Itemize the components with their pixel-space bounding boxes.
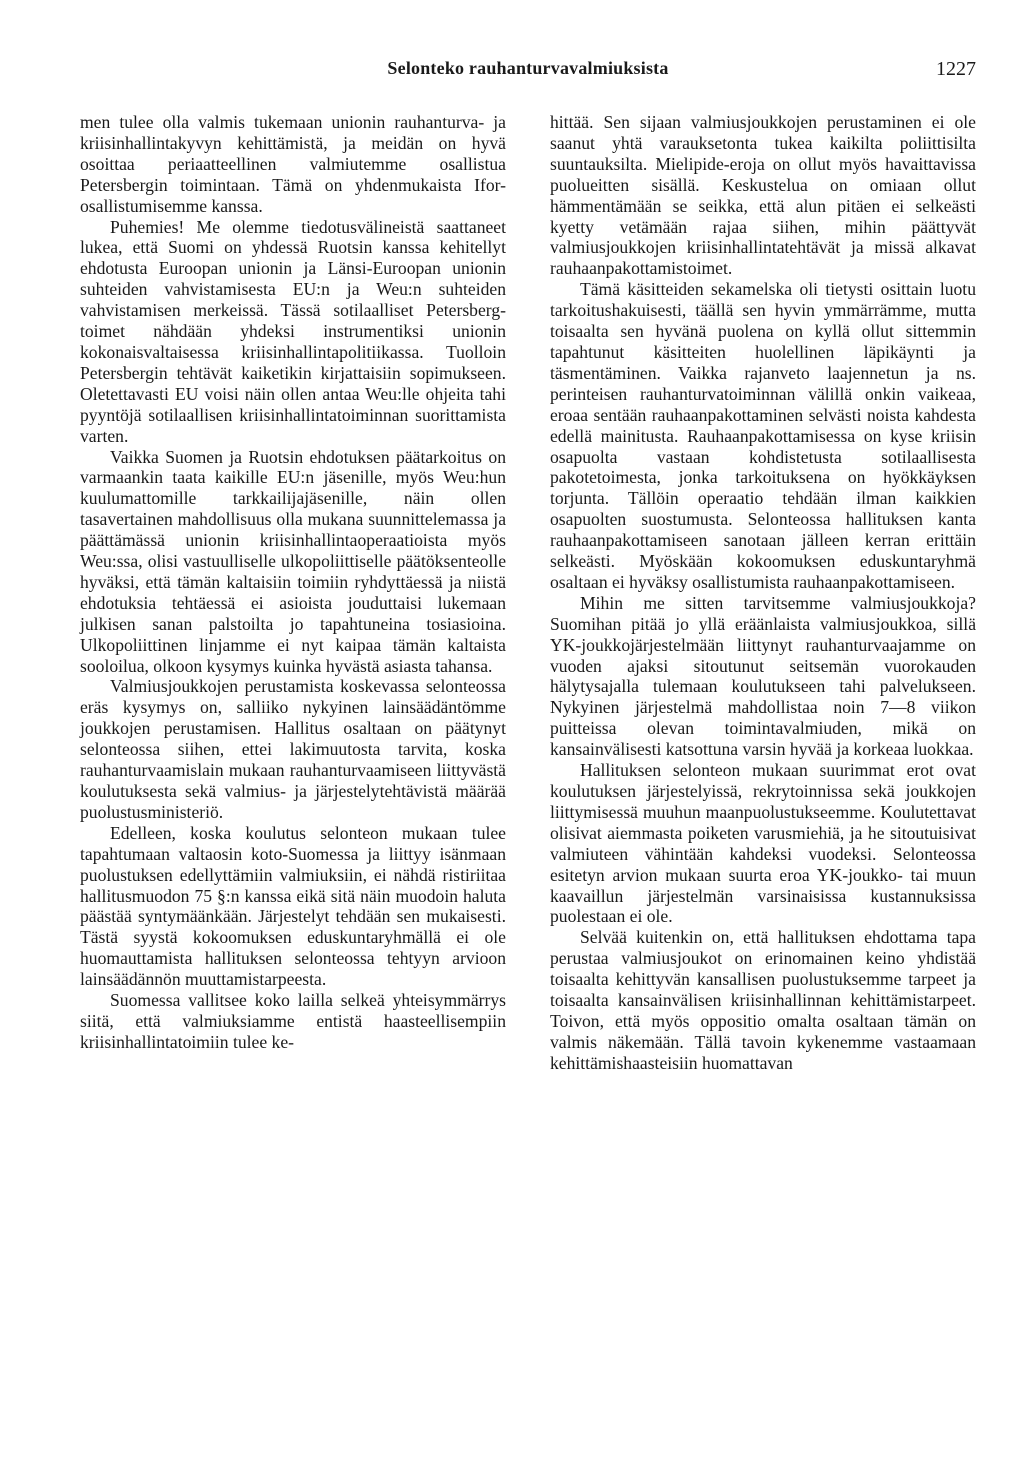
paragraph: Valmiusjoukkojen perustamista koskevassa selonteossa eräs kysymys on, salliiko nykyinen lainsäädäntömme joukkojen perustamisen. Hallitus osaltaan on päätynyt selonteossa siihen, ettei lakimuutosta tarvita, koska rauhanturvaamislain mukaan rauhanturvaamiseen liittyvästä koulutuksesta sekä valmius- ja järjestelytehtävistä määrää puolustusministeriö.	[80, 676, 506, 822]
paragraph: Puhemies! Me olemme tiedotusvälineistä saattaneet lukea, että Suomi on yhdessä Ruotsin kanssa kehitellyt ehdotusta Euroopan unionin ja Länsi-Euroopan unionin suhteiden vahvistamisesta EU:n ja Weu:n suhteiden vahvistamisen merkeissä. Tässä sotilaalliset Petersberg-toimet nähdään yhdeksi instrumentiksi unionin kokonaisvaltaisessa kriisinhallintapolitiikassa. Tuolloin Petersbergin tehtävät kaiketikin kirjattaisiin sopimukseen. Oletettavasti EU voisi näin ollen antaa Weu:lle ohjeita tahi pyyntöjä sotilaallisen kriisinhallintatoiminnan suorittamista varten.	[80, 216, 506, 446]
running-title: Selonteko rauhanturvavalmiuksista	[387, 58, 669, 78]
page-number: 1227	[936, 58, 976, 80]
paragraph: Tämä käsitteiden sekamelska oli tietysti osittain luotu tarkoitushakuisesti, täällä sen hyvin ymmärrämme, mutta toisaalta sen hyvänä puolena on kyllä ollut sittemmin tapahtunut käsitteiten huolellinen läpikäynti ja täsmentäminen. Vaikka rajanveto laajennetun ja ns. perinteisen rauhanturvatoiminnan välillä onkin vaikeaa, eroaa sentään rauhaanpakottaminen selvästi noista kahdesta edellä mainitusta. Rauhaanpakottamisessa on kyse kriisin osapuolta vastaan kohdistetusta sotilaallisesta pakotetoimesta, jonka tarkoituksena on hyökkäyksen torjunta. Tällöin operaatio tehdään ilman kaikkien osapuolten suostumusta. Selonteossa hallituksen kanta rauhaanpakottamiseen sanotaan jälleen kerran erittäin selkeästi. Myöskään kokoomuksen eduskuntaryhmä osaltaan ei hyväksy osallistumista rauhaanpakottamiseen.	[550, 279, 976, 592]
text-columns	[80, 112, 976, 1074]
paragraph: Suomessa vallitsee koko lailla selkeä yhteisymmärrys siitä, että valmiuksiamme entistä haasteellisempiin kriisinhallintatoimiin tulee ke-	[80, 990, 506, 1052]
paragraph: Hallituksen selonteon mukaan suurimmat erot ovat koulutuksen järjestelyissä, rekrytoinnissa sekä joukkojen liittymisessä muuhun maanpuolustukseemme. Koulutettavat olisivat aiemmasta poiketen varusmiehiä, ja he sitoutuisivat valmiuteen vähintään kahdeksi vuodeksi. Selonteossa esitetyn arvion mukaan suurta eroa YK-joukko- tai muun kaavaillun järjestelmän varsinaisissa kustannuksissa puolestaan ei ole.	[550, 760, 976, 927]
right-column	[550, 112, 976, 1074]
running-header	[80, 58, 976, 84]
paragraph: Edelleen, koska koulutus selonteon mukaan tulee tapahtumaan valtaosin koto-Suomessa ja liittyy isänmaan puolustuksen edellyttämiin valmiuksiin, ei nähdä ristiriitaa hallitusmuodon 75 §:n kanssa eikä sitä näin muodoin haluta päästää syntymäänkään. Järjestelyt tehdään sen mukaisesti. Tästä syystä kokoomuksen eduskuntaryhmällä ei ole huomauttamista hallituksen selonteossa tehtyyn arvioon lainsäädännön muuttamistarpeesta.	[80, 822, 506, 990]
paragraph: Mihin me sitten tarvitsemme valmiusjoukkoja? Suomihan pitää jo yllä eräänlaista valmiusjoukkoa, sillä YK-joukkojärjestelmään liittynyt rauhanturvaajamme on vuoden ajaksi sitoutunut seitsemän vuorokauden hälytysajalla tulemaan koulutukseen tahi palvelukseen. Nykyinen järjestelmä mahdollistaa noin 7—8 viikon puitteissa olevan toimintavalmiuden, mikä on kansainvälisesti katsottuna varsin hyvää ja korkeaa luokkaa.	[550, 592, 976, 760]
paragraph: men tulee olla valmis tukemaan unionin rauhanturva- ja kriisinhallintakyvyn kehittämistä, ja meidän on hyvä osoittaa periaatteellinen valmiutemme osallistua Petersbergin toimintaan. Tämä on yhdenmukaista Ifor-osallistumisemme kanssa.	[80, 112, 506, 216]
paragraph: hittää. Sen sijaan valmiusjoukkojen perustaminen ei ole saanut yhtä varauksetonta tukea kaikilta poliittisilta suuntauksilta. Mielipide-eroja on ollut myös havaittavissa puolueitten sisällä. Keskustelua on omiaan ollut hämmentämään se seikka, että alun pitäen ei selkeästi kyetty vetämään rajaa siihen, mihin päättyvät valmiusjoukkojen kriisinhallintatehtävät ja missä alkavat rauhaanpakottamistoimet.	[550, 112, 976, 279]
left-column	[80, 112, 506, 1074]
paragraph: Vaikka Suomen ja Ruotsin ehdotuksen päätarkoitus on varmaankin taata kaikille EU:n jäsenille, myös Weu:hun kuulumattomille tarkkailijajäsenille, näin ollen tasavertainen mahdollisuus olla mukana suunnittelemassa ja päättämässä unionin kriisinhallintaoperaatioista myös Weu:ssa, olisi vastuulliselle ulkopoliittiselle päätöksenteolle hyväksi, että tämän kaltaisiin toimiin ryhdyttäessä ja niistä ehdotuksia tehtäessä ei asioista jouduttaisi lukemaan julkisen sanan palstoilta jo tapahtuneina tosiasioina. Ulkopoliittinen linjamme ei nyt kaipaa tämän kaltaista sooloilua, olkoon kysymys kuinka hyvästä asiasta tahansa.	[80, 446, 506, 676]
paragraph: Selvää kuitenkin on, että hallituksen ehdottama tapa perustaa valmiusjoukot on erinomainen keino yhdistää toisaalta kehittyvän kansallisen puolustuksemme tarpeet ja toisaalta kansainvälisen kriisinhallinnan kehittämistarpeet. Toivon, että myös oppositio omalta osaltaan tämän on valmis näkemään. Tällä tavoin kykenemme vastaamaan kehittämishaasteisiin huomattavan	[550, 927, 976, 1073]
